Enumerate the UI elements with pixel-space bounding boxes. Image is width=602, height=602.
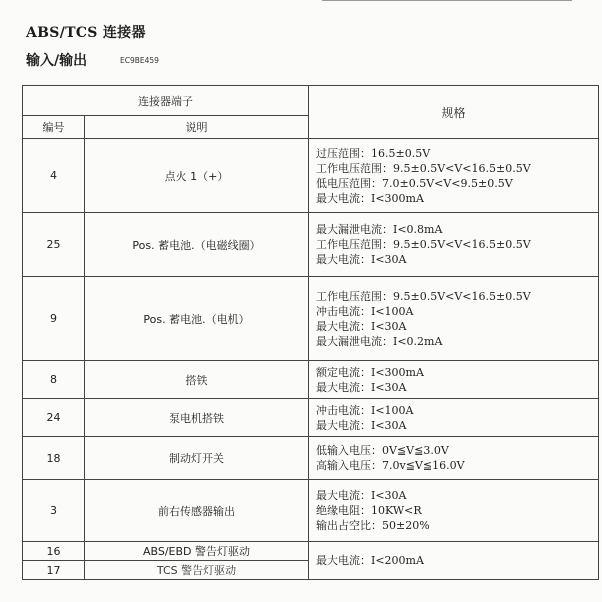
terminal-spec xyxy=(309,213,599,277)
spec-line: 工作电压范围：9.5±0.5V<V<16.5±0.5V xyxy=(316,238,531,251)
terminal-spec xyxy=(309,361,599,399)
terminal-description: 泵电机搭铁 xyxy=(85,399,309,437)
terminal-number: 8 xyxy=(23,361,85,399)
shared-spec xyxy=(309,542,599,580)
terminal-spec xyxy=(309,480,599,542)
terminal-description: 搭铁 xyxy=(85,361,309,399)
terminal-number: 4 xyxy=(23,139,85,213)
spec-line: 绝缘电阻：10KW<R xyxy=(316,504,422,517)
spec-line: 冲击电流：I<100A xyxy=(316,304,414,318)
spec-line: 工作电压范围：9.5±0.5V<V<16.5±0.5V xyxy=(316,289,531,303)
terminal-description: Pos. 蓄电池.（电机） xyxy=(85,277,309,361)
terminal-spec xyxy=(309,139,599,213)
spec-line: 高输入电压：7.0v≦V≦16.0V xyxy=(316,459,465,472)
spec-line: 低电压范围：7.0±0.5V<V<9.5±0.5V xyxy=(316,176,513,190)
spec-line: 过压范围：16.5±0.5V xyxy=(316,146,431,160)
connector-terminal-header: 连接器端子 xyxy=(23,86,309,116)
terminal-description: Pos. 蓄电池.（电磁线圈） xyxy=(85,213,309,277)
terminal-description: ABS/EBD 警告灯驱动 xyxy=(85,542,309,561)
document-code: EC9BE459 xyxy=(120,56,159,65)
spec-line: 低输入电压：0V≦V≦3.0V xyxy=(316,444,449,457)
terminal-number: 24 xyxy=(23,399,85,437)
document-title: ABS/TCS 连接器 xyxy=(26,25,146,41)
terminal-description: 前右传感器输出 xyxy=(85,480,309,542)
connector-spec-table xyxy=(22,85,599,580)
terminal-number: 17 xyxy=(23,561,85,580)
spec-line: 最大电流：I<30A xyxy=(316,319,407,333)
table-row xyxy=(23,213,599,277)
terminal-number: 18 xyxy=(23,437,85,480)
terminal-spec xyxy=(309,277,599,361)
spec-line: 最大电流：I<30A xyxy=(316,418,407,432)
table-row xyxy=(23,399,599,437)
table-row xyxy=(23,277,599,361)
table-row xyxy=(23,437,599,480)
spec-line: 最大电流：I<30A xyxy=(316,489,407,502)
number-header: 编号 xyxy=(23,116,85,139)
table-row xyxy=(23,480,599,542)
top-rule xyxy=(322,0,572,1)
spec-header: 规格 xyxy=(309,86,599,139)
spec-line: 工作电压范围：9.5±0.5V<V<16.5±0.5V xyxy=(316,161,531,175)
spec-line: 最大电流：I<30A xyxy=(316,253,407,266)
terminal-number: 16 xyxy=(23,542,85,561)
terminal-number: 3 xyxy=(23,480,85,542)
spec-line: 冲击电流：I<100A xyxy=(316,403,414,417)
spec-line: 最大电流：I<300mA xyxy=(316,191,424,205)
spec-line: 额定电流：I<300mA xyxy=(316,365,424,379)
spec-line: 最大电流：I<30A xyxy=(316,380,407,394)
terminal-number: 9 xyxy=(23,277,85,361)
table-row xyxy=(23,361,599,399)
spec-line: 最大漏泄电流：I<0.2mA xyxy=(316,334,443,348)
terminal-description: 点火 1（+） xyxy=(85,139,309,213)
table-row xyxy=(23,139,599,213)
terminal-description: 制动灯开关 xyxy=(85,437,309,480)
description-header: 说明 xyxy=(85,116,309,139)
terminal-spec xyxy=(309,437,599,480)
terminal-spec xyxy=(309,399,599,437)
spec-line: 最大漏泄电流：I<0.8mA xyxy=(316,223,443,236)
terminal-number: 25 xyxy=(23,213,85,277)
table-header-row xyxy=(23,86,599,116)
spec-line: 输出占空比：50±20% xyxy=(316,519,430,532)
spec-line: 最大电流：I<200mA xyxy=(316,554,424,567)
terminal-description: TCS 警告灯驱动 xyxy=(85,561,309,580)
table-row xyxy=(23,542,599,561)
document-subtitle: 输入/输出 xyxy=(26,53,88,69)
